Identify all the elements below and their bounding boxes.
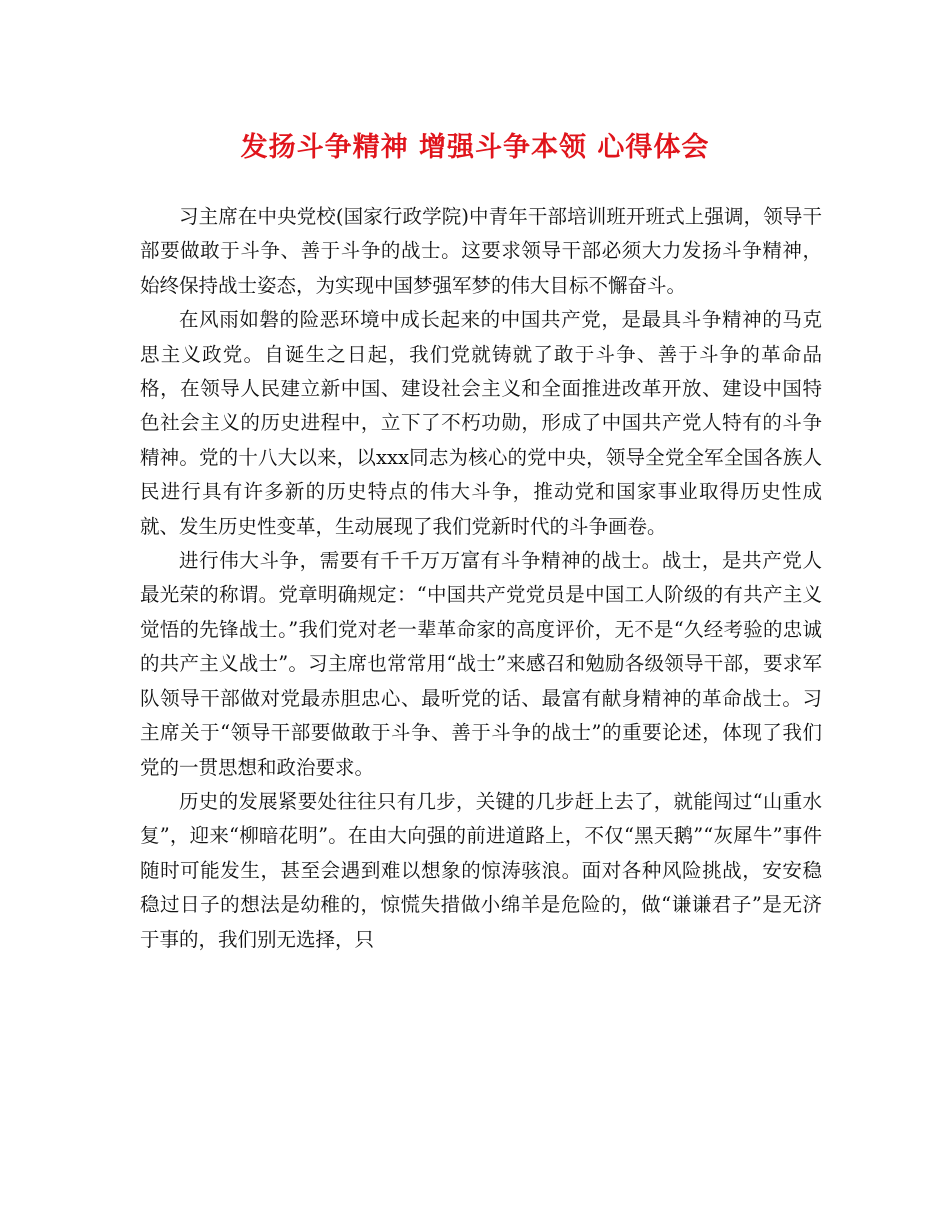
document-body bbox=[140, 200, 822, 957]
paragraph-3: 进行伟大斗争，需要有千千万万富有斗争精神的战士。战士，是共产党人最光荣的称谓。党章明确规定：“中国共产党党员是中国工人阶级的有共产主义觉悟的先锋战士。”我们党对老一辈革命家的高度评价，无不是“久经考验的忠诚的共产主义战士”。习主席也常常用“战士”来感召和勉励各级领导干部，要求军队领导干部做对党最赤胆忠心、最听党的话、最富有献身精神的革命战士。习主席关于“领导干部要做敢于斗争、善于斗争的战士”的重要论述，体现了我们党的一贯思想和政治要求。 bbox=[140, 549, 822, 779]
paragraph-2: 在风雨如磐的险恶环境中成长起来的中国共产党，是最具斗争精神的马克思主义政党。自诞生之日起，我们党就铸就了敢于斗争、善于斗争的革命品格，在领导人民建立新中国、建设社会主义和全面推进改革开放、建设中国特色社会主义的历史进程中，立下了不朽功勋，形成了中国共产党人特有的斗争精神。党的十八大以来，以xxx同志为核心的党中央，领导全党全军全国各族人民进行具有许多新的历史特点的伟大斗争，推动党和国家事业取得历史性成就、发生历史性变革，生动展现了我们党新时代的斗争画卷。 bbox=[140, 308, 822, 538]
paragraph-4: 历史的发展紧要处往往只有几步，关键的几步赶上去了，就能闯过“山重水复”，迎来“柳暗花明”。在由大向强的前进道路上，不仅“黑天鹅”“灰犀牛”事件随时可能发生，甚至会遇到难以想象的惊涛骇浪。面对各种风险挑战，安安稳稳过日子的想法是幼稚的，惊慌失措做小绵羊是危险的，做“谦谦君子”是无济于事的，我们别无选择，只 bbox=[140, 789, 822, 951]
document-title: 发扬斗争精神 增强斗争本领 心得体会 bbox=[240, 132, 710, 163]
paragraph-1: 习主席在中央党校(国家行政学院)中青年干部培训班开班式上强调，领导干部要做敢于斗争、善于斗争的战士。这要求领导干部必须大力发扬斗争精神，始终保持战士姿态，为实现中国梦强军梦的伟大目标不懈奋斗。 bbox=[140, 205, 822, 297]
